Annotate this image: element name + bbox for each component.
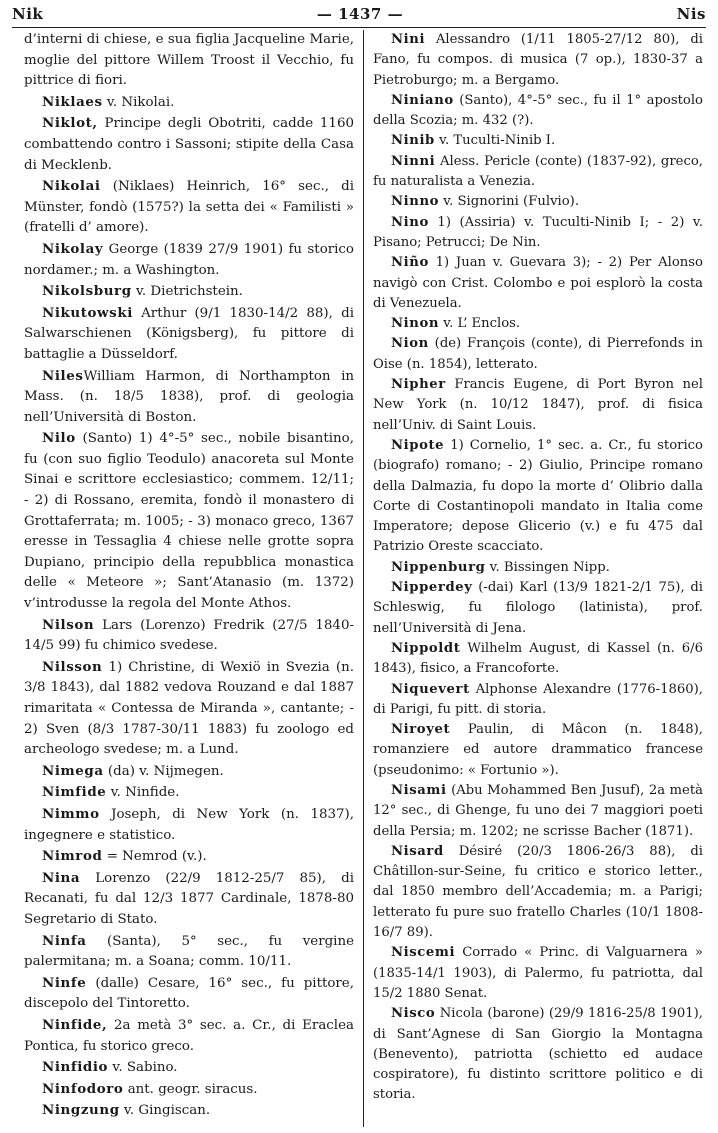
entry-text: Désiré (20/3 1806-26/3 88), di Châtillon-sur-Seine, fu critico e storico letter., dal 1850 membro dell’Accademia; m. a Parigi; letterato fu pure suo fratello Charles (10/1 1808-16/7 89). (373, 843, 703, 941)
entry-headword: Nikutowski (42, 304, 133, 321)
entry-headword: Ninfa (42, 932, 87, 949)
entry-headword: Ninfe (42, 974, 87, 991)
entry-headword: Ninno (391, 194, 440, 210)
entry-text: (dalle) Cesare, 16° sec., fu pittore, discepolo del Tintoretto. (24, 975, 354, 1012)
entry-headword: Nipher (391, 377, 446, 393)
entry-text: Francis Eugene, di Port Byron nel New York (n. 10/12 1847), prof. di fisica nell’Univ. di Saint Louis. (373, 377, 703, 433)
entry-text: 1) (Assiria) v. Tuculti-Ninib I; - 2) v. Pisano; Petrucci; De Nin. (373, 214, 703, 250)
dictionary-entry (373, 720, 703, 781)
header-page-number: — 1437 — (316, 5, 404, 23)
dictionary-entry (24, 92, 354, 114)
dictionary-entry (373, 578, 703, 639)
entry-headword: Ninon (391, 316, 440, 332)
entry-headword: Nisami (391, 782, 447, 798)
entry-text: v. L’ Enclos. (439, 316, 521, 332)
entry-text: 2a metà 3° sec. a. Cr., di Eraclea Pontica, fu storico greco. (24, 1017, 354, 1054)
entry-headword: Niño (391, 255, 429, 271)
entry-text: William Harmon, di Northampton in Mass. (n. 18/5 1838), prof. di geologia nell’Università di Boston. (24, 368, 354, 425)
entry-text: = Nemrod (v.). (102, 849, 207, 865)
dictionary-entry (24, 931, 354, 973)
entry-headword: Nilo (42, 430, 76, 447)
dictionary-entry (373, 131, 703, 151)
entry-text: ant. geogr. siracus. (123, 1081, 258, 1097)
dictionary-entry (24, 657, 354, 761)
dictionary-entry (24, 281, 354, 303)
dictionary-entry (373, 375, 703, 436)
entry-headword: Nimmo (42, 805, 100, 822)
dictionary-entry (24, 176, 354, 239)
entry-text: (da) v. Nijmegen. (103, 763, 224, 779)
entry-text: v. Bissingen Nipp. (485, 559, 610, 575)
entry-headword: Niquevert (391, 681, 470, 697)
entry-headword: Nipote (391, 437, 445, 453)
dictionary-entry (24, 782, 354, 804)
dictionary-entry (24, 846, 354, 868)
dictionary-entry (24, 868, 354, 931)
dictionary-entry (373, 436, 703, 558)
dictionary-entry (24, 1100, 354, 1122)
dictionary-entry (24, 428, 354, 614)
entry-text: Lars (Lorenzo) Fredrik (27/5 1840-14/5 99) fu chimico svedese. (24, 617, 354, 654)
entry-text: d’interni di chiese, e sua figlia Jacqueline Marie, moglie del pittore Willem Troost il Vecchio, fu pittrice di fiori. (24, 32, 354, 89)
entry-headword: Niles (42, 367, 84, 384)
entry-text: (-dai) Karl (13/9 1821-2/1 75), di Schleswig, fu filologo (latinista), prof. nell’Università di Jena. (373, 580, 703, 636)
dictionary-entry (24, 113, 354, 176)
entry-text: v. Tuculti-Ninib I. (434, 133, 556, 149)
dictionary-entry (373, 781, 703, 842)
dictionary-entry (373, 152, 703, 193)
entry-text: v. Gingiscan. (119, 1103, 211, 1119)
dictionary-entry (24, 615, 354, 657)
entry-text: v. Nikolai. (102, 94, 175, 110)
entry-text: (de) François (conte), di Pierrefonds in Oise (n. 1854), letterato. (373, 336, 703, 372)
entry-headword: Ninfidio (42, 1059, 109, 1076)
entry-text: Lorenzo (22/9 1812-25/7 85), di Recanati, fu dal 12/3 1877 Cardinale, 1878-80 Segretario di Stato. (24, 870, 354, 927)
entry-headword: Nimfide (42, 784, 107, 801)
entry-text: Paulin, di Mâcon (n. 1848), romanziere ed autore drammatico francese (pseudonimo: « Fortunio »). (373, 722, 703, 778)
page-header (12, 3, 706, 25)
entry-headword: Nippenburg (391, 559, 486, 575)
entry-text: (Santo) 1) 4°-5° sec., nobile bisantino, fu (con suo figlio Teodulo) anacoreta sul Monte Sinai e scrittore ecclesiastico; commem. 12/11; - 2) di Rossano, eremita, fondò il monastero di Grottaferrata; m. 1005; - 3) monaco greco, 1367 eresse in Tessaglia 4 chiese nelle grotte sopra Dupiano, principio della repubblica monastica delle « Meteore »; Sant’Atanasio (m. 1372) v’introdusse la regola del Monte Athos. (24, 431, 354, 612)
entry-headword: Ninfide, (42, 1016, 108, 1033)
entry-headword: Niscemi (391, 945, 456, 961)
header-right-guideword: Nis (676, 5, 706, 23)
dictionary-entry (373, 30, 703, 91)
entry-text: Corrado « Princ. di Valguarnera » (1835-14/1 1903), di Palermo, fu patriotta, dal 15/2 1880 Senat. (373, 945, 703, 1001)
entry-headword: Ningzung (42, 1102, 120, 1119)
dictionary-entry (24, 1057, 354, 1079)
dictionary-entry (373, 314, 703, 334)
entry-headword: Nina (42, 869, 81, 886)
entry-text: 1) Juan v. Guevara 3); - 2) Per Alonso navigò con Crist. Colombo e poi esplorò la costa di Venezuela. (373, 255, 703, 311)
dictionary-entry (24, 973, 354, 1015)
entry-headword: Nimrod (42, 848, 103, 865)
entry-headword: Niklot, (42, 115, 98, 132)
entry-headword: Nilsson (42, 658, 103, 675)
dictionary-entry (24, 239, 354, 281)
entry-headword: Nisard (391, 843, 444, 859)
dictionary-entry (24, 1015, 354, 1057)
dictionary-entry (373, 943, 703, 1004)
entry-headword: Nimega (42, 762, 104, 779)
entry-text: Wilhelm August, di Kassel (n. 6/6 1843), fisico, a Francoforte. (373, 640, 703, 677)
dictionary-entry (24, 366, 354, 429)
entry-headword: Nippoldt (391, 640, 461, 656)
dictionary-entry (24, 30, 354, 92)
entry-text: Alessandro (1/11 1805-27/12 80), di Fano, fu compos. di musica (7 op.), 1830-37 a Pietroburgo; m. a Bergamo. (373, 32, 703, 88)
dictionary-entry (24, 761, 354, 783)
entry-text: v. Sabino. (108, 1060, 178, 1076)
entry-headword: Nilson (42, 616, 95, 633)
dictionary-entry (373, 1004, 703, 1105)
dictionary-entry (373, 680, 703, 721)
dictionary-entry (373, 639, 703, 680)
entry-headword: Nikolay (42, 240, 104, 257)
entry-text: v. Ninfide. (106, 785, 180, 801)
right-column (373, 30, 703, 1129)
header-rule (12, 27, 706, 28)
entry-headword: Nino (391, 214, 429, 230)
dictionary-entry (373, 91, 703, 132)
dictionary-entry (24, 1079, 354, 1101)
entry-text: 1) Christine, di Wexiö in Svezia (n. 3/8 1843), dal 1882 vedova Rouzand e dal 1887 rimaritata « Contessa de Miranda », cantante; - 2) Sven (8/3 1787-30/11 1883) fu zoologo ed archeologo svedese; m. a Lund. (24, 659, 354, 758)
dictionary-entry (24, 804, 354, 846)
header-left-guideword: Nik (12, 5, 44, 23)
entry-text: Arthur (9/1 1830-14/2 88), di Salwarschienen (Königsberg), fu pittore di battaglie a Düsseldorf. (24, 305, 354, 362)
entry-headword: Nipperdey (391, 580, 473, 596)
dictionary-entry (373, 334, 703, 375)
entry-headword: Nini (391, 32, 426, 47)
entry-headword: Nikolsburg (42, 283, 132, 300)
entry-headword: Nion (391, 336, 429, 352)
entry-text: Principe degli Obotriti, cadde 1160 combattendo contro i Sassoni; stipite della Casa di Mecklenb. (24, 116, 354, 173)
dictionary-entry (373, 192, 703, 212)
dictionary-entry (373, 558, 703, 578)
entry-text: v. Dietrichstein. (131, 284, 243, 300)
entry-headword: Nisco (391, 1006, 436, 1022)
entry-text: Alphonse Alexandre (1776-1860), di Parigi, fu pitt. di storia. (373, 681, 703, 717)
dictionary-entry (373, 213, 703, 254)
entry-text: Aless. Pericle (conte) (1837-92), greco, fu naturalista a Venezia. (373, 153, 703, 190)
entry-text: (Niklaes) Heinrich, 16° sec., di Münster, fondò (1575?) la setta dei « Familisti » (fratelli d’ amore). (24, 179, 354, 236)
entry-headword: Ninib (391, 133, 435, 149)
entry-text: (Abu Mohammed Ben Jusuf), 2a metà 12° sec., di Ghenge, fu uno dei 7 maggiori poeti della Persia; m. 1202; ne scrisse Bacher (1871). (373, 782, 703, 839)
dictionary-entry (24, 303, 354, 366)
column-divider (363, 30, 364, 1127)
entry-headword: Ninfodoro (42, 1080, 124, 1097)
entry-text: Joseph, di New York (n. 1837), ingegnere e statistico. (24, 806, 354, 843)
entry-headword: Ninni (391, 153, 436, 169)
entry-text: v. Signorini (Fulvio). (439, 194, 580, 210)
entry-headword: Niklaes (42, 93, 103, 110)
entry-text: (Santa), 5° sec., fu vergine palermitana; m. a Soana; comm. 10/11. (24, 933, 354, 970)
left-column (24, 30, 354, 1129)
entry-headword: Niroyet (391, 722, 451, 738)
entry-headword: Nikolai (42, 178, 101, 195)
entry-headword: Niniano (391, 92, 454, 108)
entry-text: Nicola (barone) (29/9 1816-25/8 1901), di Sant’Agnese di San Giorgio la Montagna (Benevento), patriotta (schietto ed audace cospiratore), fu distinto scrittore politico e di storia. (373, 1006, 703, 1103)
entry-text: (Santo), 4°-5° sec., fu il 1° apostolo della Scozia; m. 432 (?). (373, 92, 703, 129)
entry-text: 1) Cornelio, 1° sec. a. Cr., fu storico (biografo) romano; - 2) Giulio, Principe romano della Dalmazia, fu dopo la morte d’ Olibrio dalla Corte di Costantinopoli mandato in Italia come Imperatore; depose Glicerio (v.) e fu 475 dal Patrizio Oreste scacciato. (373, 437, 703, 555)
dictionary-entry (373, 842, 703, 943)
dictionary-entry (373, 253, 703, 314)
entry-text: George (1839 27/9 1901) fu storico nordamer.; m. a Washington. (24, 241, 354, 278)
